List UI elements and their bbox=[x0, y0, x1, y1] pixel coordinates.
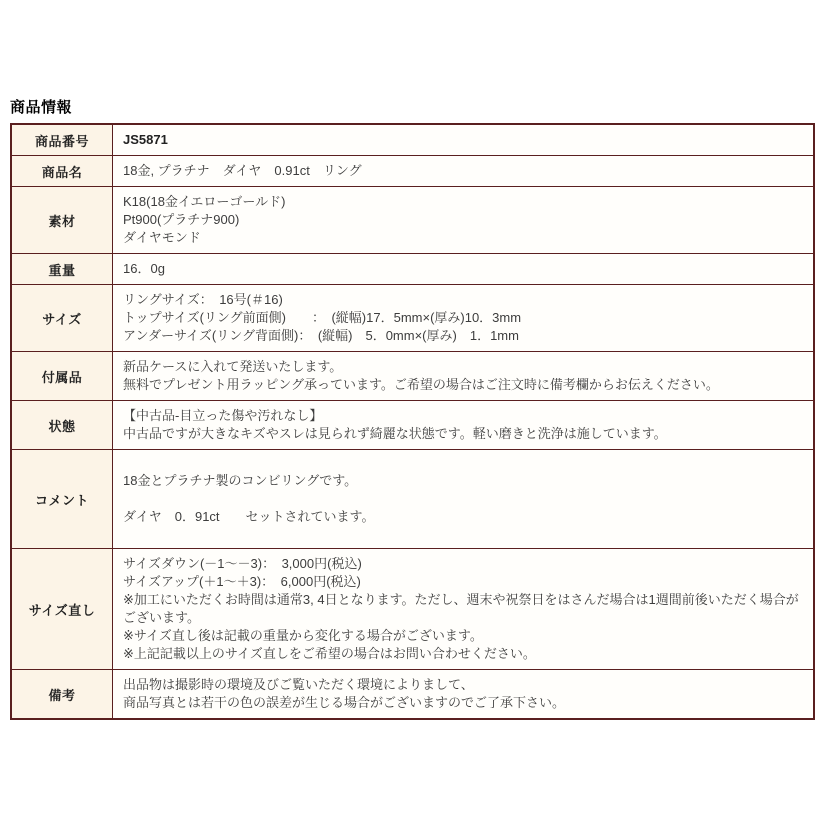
row-value-line: トップサイズ(リング前面側) ： (縦幅)17．5mm×(厚み)10．3mm bbox=[123, 310, 522, 325]
row-value bbox=[113, 124, 815, 156]
row-value-line: サイズダウン(－1～－3)： 3,000円(税込) bbox=[123, 556, 362, 571]
row-value-line bbox=[123, 490, 803, 508]
table-row-item-number bbox=[11, 124, 814, 156]
row-value bbox=[113, 670, 815, 720]
table-row-weight bbox=[11, 254, 814, 285]
row-value bbox=[113, 401, 815, 450]
row-value-line: 無料でプレゼント用ラッピング承っています。ご希望の場合はご注文時に備考欄からお伝えください。 bbox=[123, 377, 719, 392]
row-value-line: ※加工にいただくお時間は通常3, 4日となります。ただし、週末や祝祭日をはさんだ場合は1週間前後いただく場合がございます。 bbox=[123, 592, 799, 625]
row-label: サイズ bbox=[11, 285, 113, 352]
row-value bbox=[113, 187, 815, 254]
row-value-line: ダイヤモンド bbox=[123, 230, 201, 245]
row-value bbox=[113, 285, 815, 352]
row-value-line: 出品物は撮影時の環境及びご覧いただく環境によりまして、 bbox=[123, 677, 474, 692]
row-value-line: 新品ケースに入れて発送いたします。 bbox=[123, 359, 343, 374]
table-row-accessories bbox=[11, 352, 814, 401]
row-label: 素材 bbox=[11, 187, 113, 254]
product-info-table bbox=[10, 123, 815, 720]
row-label: 商品名 bbox=[11, 156, 113, 187]
table-row-resize bbox=[11, 549, 814, 670]
row-label: 備考 bbox=[11, 670, 113, 720]
row-value bbox=[113, 450, 815, 549]
row-value-line: アンダーサイズ(リング背面側)： (縦幅) 5．0mm×(厚み) 1．1mm bbox=[123, 328, 519, 343]
row-value-line: 【中古品-目立った傷や汚れなし】 bbox=[123, 408, 323, 423]
table-row-size bbox=[11, 285, 814, 352]
row-value-line: K18(18金イエローゴールド) bbox=[123, 194, 286, 209]
row-value bbox=[113, 549, 815, 670]
row-label: 商品番号 bbox=[11, 124, 113, 156]
row-value-line: ※上記記載以上のサイズ直しをご希望の場合はお問い合わせください。 bbox=[123, 646, 536, 661]
row-label: 付属品 bbox=[11, 352, 113, 401]
row-value-line: JS5871 bbox=[123, 132, 168, 147]
row-value bbox=[113, 156, 815, 187]
row-value-line: ダイヤ 0．91ct セットされています。 bbox=[123, 509, 375, 524]
table-row-item-name bbox=[11, 156, 814, 187]
row-value-line: Pt900(プラチナ900) bbox=[123, 212, 240, 227]
row-label: 状態 bbox=[11, 401, 113, 450]
row-value-line: ※サイズ直し後は記載の重量から変化する場合がございます。 bbox=[123, 628, 483, 643]
table-row-material bbox=[11, 187, 814, 254]
row-value-line: 中古品ですが大きなキズやスレは見られず綺麗な状態です。軽い磨きと洗浄は施しています。 bbox=[123, 426, 667, 441]
row-value-line: 16．0g bbox=[123, 261, 165, 276]
row-label: コメント bbox=[11, 450, 113, 549]
row-value bbox=[113, 254, 815, 285]
table-row-condition bbox=[11, 401, 814, 450]
row-label: サイズ直し bbox=[11, 549, 113, 670]
row-value-line: サイズアップ(＋1～＋3)： 6,000円(税込) bbox=[123, 574, 361, 589]
row-value-line: 商品写真とは若干の色の誤差が生じる場合がございますのでご了承下さい。 bbox=[123, 695, 566, 710]
table-row-comment bbox=[11, 450, 814, 549]
section-title: 商品情報 bbox=[10, 99, 73, 116]
row-value-line: 18金とプラチナ製のコンビリングです。 bbox=[123, 473, 358, 488]
row-value-line: 18金, プラチナ ダイヤ 0.91ct リング bbox=[123, 163, 362, 178]
row-value-line: リングサイズ： 16号(＃16) bbox=[123, 292, 283, 307]
row-label: 重量 bbox=[11, 254, 113, 285]
table-row-remarks bbox=[11, 670, 814, 720]
row-value bbox=[113, 352, 815, 401]
